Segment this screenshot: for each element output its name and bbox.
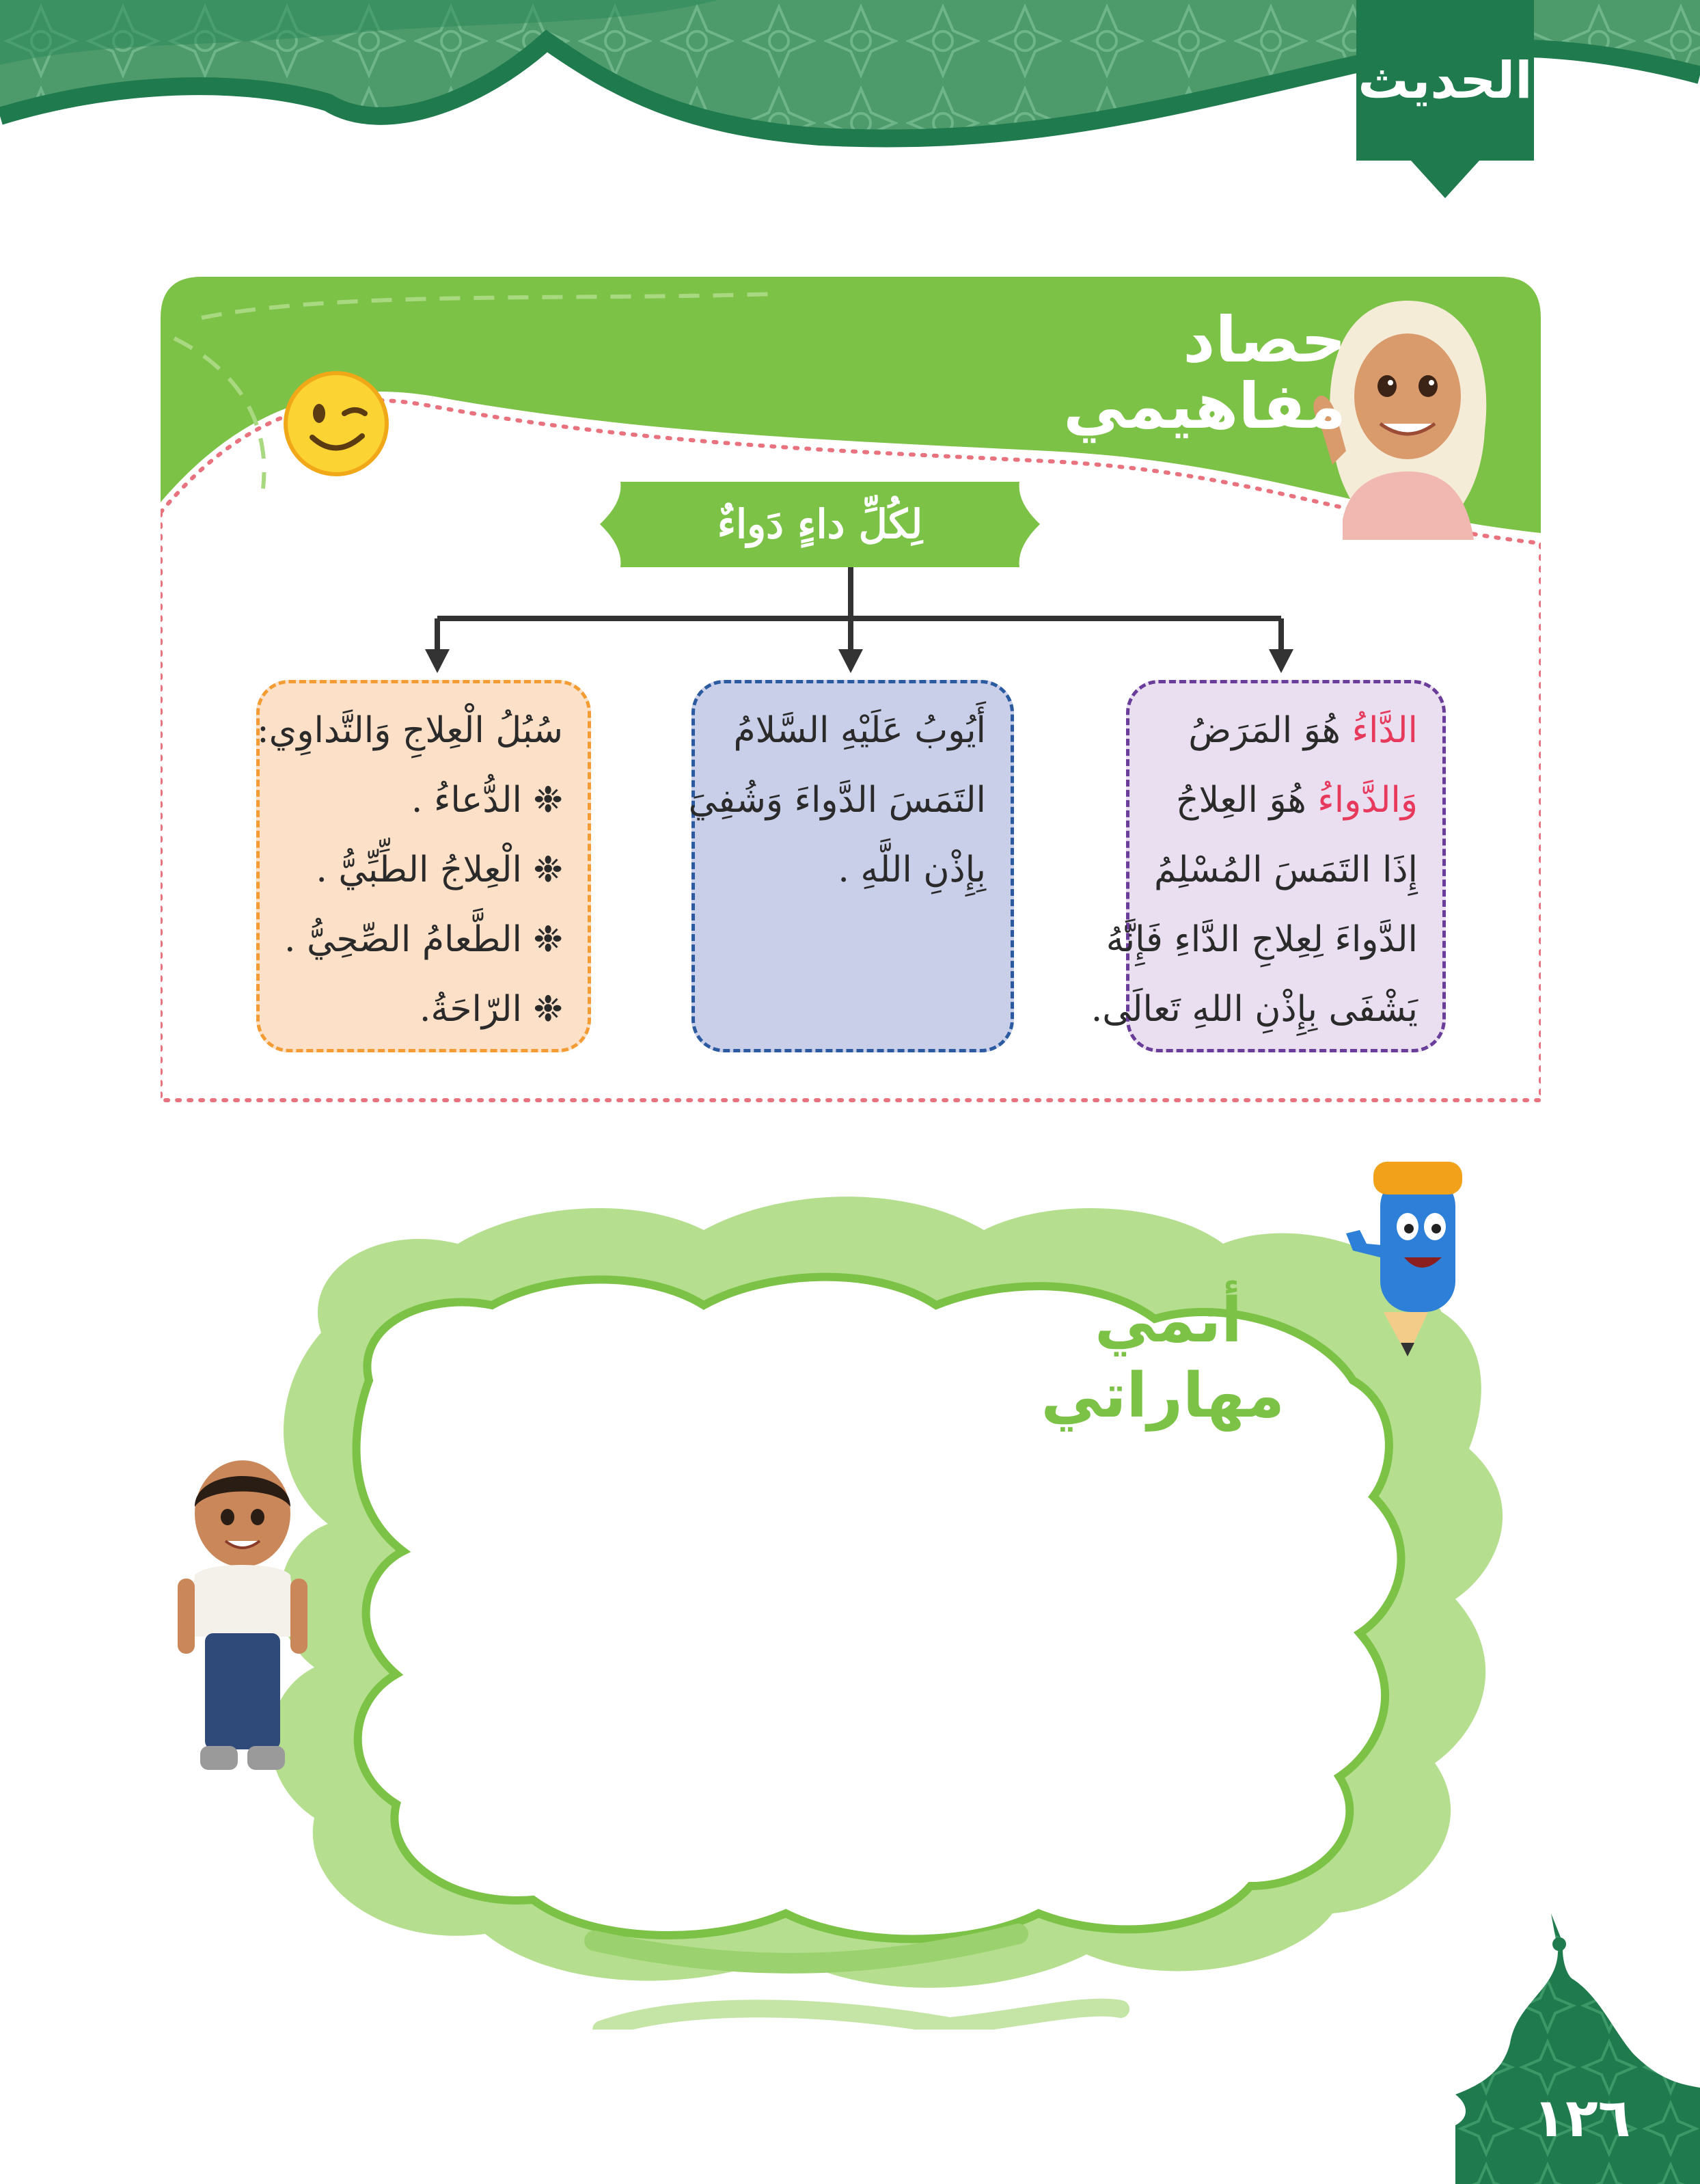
line-text: هُوَ المَرَضُ	[1188, 710, 1352, 751]
definition-card	[1091, 680, 1446, 1052]
card-line: ❉ الدُّعاءُ .	[411, 780, 563, 821]
card-line: بِإِذْنِ اللَّهِ .	[838, 849, 986, 890]
card-line: يَشْفَى بِإِذْنِ اللهِ تَعالَى.	[1091, 989, 1418, 1030]
card-line: سُبُلُ الْعِلاجِ وَالتَّداوِي:	[257, 710, 563, 751]
line-text: هُوَ العِلاجُ	[1175, 780, 1318, 821]
pencil-mascot	[1332, 1148, 1479, 1360]
card-line: أَيُوبُ عَلَيْهِ السَّلامُ	[733, 710, 986, 751]
card-line: ❉ الطَّعامُ الصِّحِيُّ .	[284, 919, 563, 960]
card-line: الدَّواءَ لِعِلاجِ الدَّاءِ فَإِنَّهُ	[1106, 919, 1418, 960]
highlight-term: الدَّاءُ	[1352, 710, 1418, 751]
winking-face-icon	[282, 369, 391, 478]
main-title: لِكُلِّ داءٍ دَواءٌ	[717, 501, 923, 547]
card-line: ❉ الرّاحَةُ.	[419, 989, 563, 1030]
skills-heading-line2: مهاراتي	[1041, 1360, 1285, 1432]
boy-character	[174, 1459, 307, 1794]
card-line: إِذَا التَمَسَ المُسْلِمُ	[1153, 849, 1418, 890]
skills-heading-line1: أنمي	[1094, 1285, 1243, 1356]
card-line: التَمَسَ الدَّواءَ وَشُفِيَ	[688, 780, 986, 821]
harvest-heading-line1: حصاد	[1183, 303, 1346, 377]
card-line	[1154, 765, 1418, 835]
card-line	[1154, 696, 1418, 765]
card-line: ❉ الْعِلاجُ الطِّبِّيُّ .	[316, 849, 563, 890]
story-card	[688, 680, 1014, 1052]
highlight-term: وَالدَّواءُ	[1317, 780, 1418, 821]
treatment-methods-card	[256, 680, 591, 1052]
page-number: ١٢٦	[1533, 2088, 1631, 2149]
subject-title: الحديث	[1358, 51, 1533, 110]
harvest-heading-line2: مفاهيمي	[1063, 370, 1346, 443]
